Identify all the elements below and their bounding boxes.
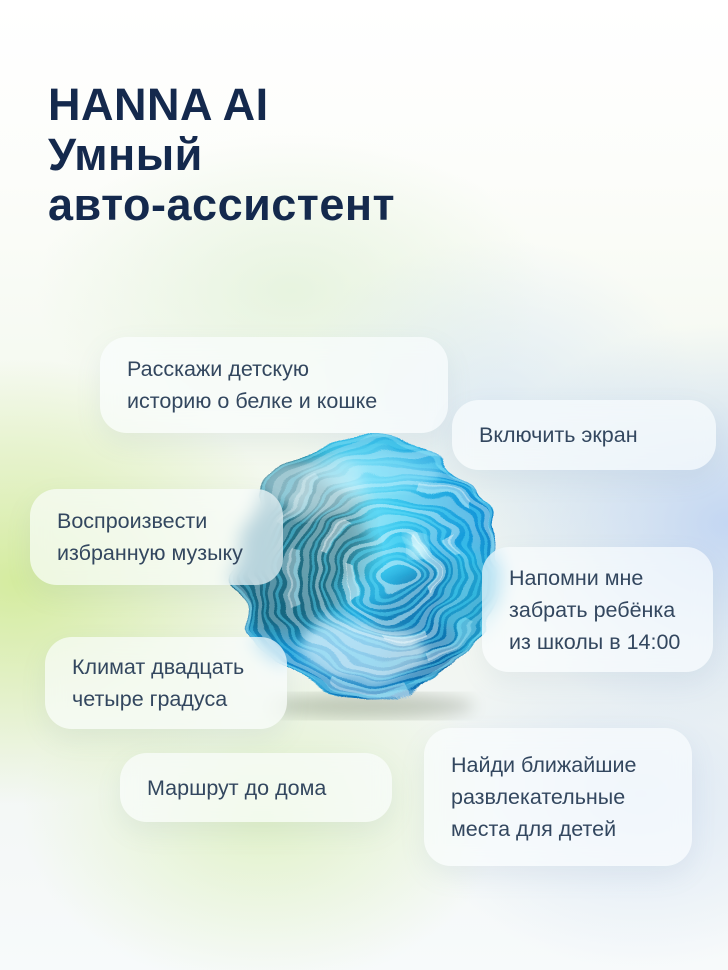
suggestion-chip-route-home[interactable] xyxy=(120,753,392,822)
chip-text-line: Расскажи детскую xyxy=(127,357,309,381)
chip-text-line: из школы в 14:00 xyxy=(509,629,681,654)
brand-name: HANNA AI xyxy=(48,79,269,130)
suggestion-chip-kids-places[interactable] xyxy=(424,728,692,866)
page-title xyxy=(48,80,395,230)
suggestion-chip-screen-on[interactable] xyxy=(452,400,716,470)
chip-text-line: забрать ребёнка xyxy=(509,597,676,622)
suggestion-chip-reminder[interactable] xyxy=(482,547,713,672)
chip-text-line: четыре градуса xyxy=(72,687,228,711)
subtitle-line-1: Умный xyxy=(48,129,203,180)
suggestion-chip-story[interactable] xyxy=(100,337,448,433)
chip-text-line: места для детей xyxy=(451,817,617,841)
chip-text-line: Климат двадцать xyxy=(72,655,245,679)
chip-text-line: Воспроизвести xyxy=(57,509,208,533)
chip-text-line: развлекательные xyxy=(451,785,626,809)
chip-text-line: избранную музыку xyxy=(57,541,243,565)
chip-text-line: Маршрут до дома xyxy=(147,775,327,800)
chip-text-line: Напомни мне xyxy=(509,565,644,590)
suggestion-chip-music[interactable] xyxy=(30,489,283,585)
chip-text-line: Найди ближайшие xyxy=(451,753,637,777)
subtitle-line-2: авто-ассистент xyxy=(48,179,396,230)
suggestion-chip-climate[interactable] xyxy=(45,637,287,729)
chip-text-line: Включить экран xyxy=(479,423,638,447)
chip-text-line: историю о белке и кошке xyxy=(127,389,378,413)
